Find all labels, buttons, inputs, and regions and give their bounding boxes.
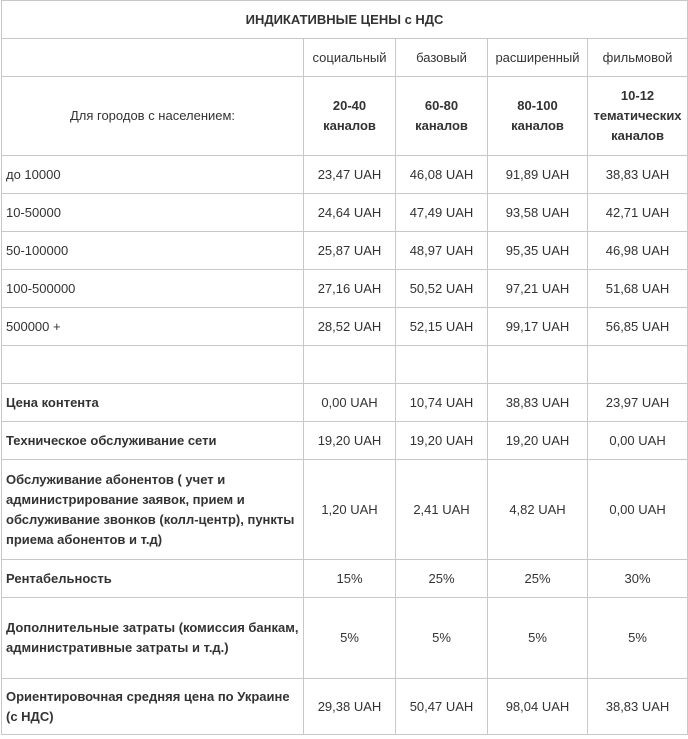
tariff-basic: базовый [396, 39, 488, 77]
empty-cell [588, 346, 688, 384]
table-row [2, 384, 688, 422]
value-cell: 30% [588, 560, 688, 598]
value-cell: 38,83 UAH [488, 384, 588, 422]
tariff-header-row [2, 39, 688, 77]
price-cell: 99,17 UAH [488, 308, 588, 346]
value-cell: 98,04 UAH [488, 679, 588, 735]
table-row [2, 194, 688, 232]
table-row [2, 232, 688, 270]
price-cell: 52,15 UAH [396, 308, 488, 346]
population-label: Для городов с населением: [2, 77, 304, 156]
value-cell: 5% [488, 598, 588, 679]
price-cell: 38,83 UAH [588, 156, 688, 194]
value-cell: 38,83 UAH [588, 679, 688, 735]
price-cell: 50,52 UAH [396, 270, 488, 308]
channels-row [2, 77, 688, 156]
value-cell: 10,74 UAH [396, 384, 488, 422]
value-cell: 0,00 UAH [588, 422, 688, 460]
row-label: Цена контента [2, 384, 304, 422]
value-cell: 2,41 UAH [396, 460, 488, 560]
value-cell: 5% [304, 598, 396, 679]
row-label: 500000 + [2, 308, 304, 346]
price-cell: 42,71 UAH [588, 194, 688, 232]
table-title: ИНДИКАТИВНЫЕ ЦЕНЫ с НДС [2, 1, 688, 39]
channels-basic: 60-80 каналов [396, 77, 488, 156]
row-label: Обслуживание абонентов ( учет и администрирование заявок, прием и обслуживание звонков (колл-центр), пункты приема абонентов и т.д) [2, 460, 304, 560]
price-cell: 46,08 UAH [396, 156, 488, 194]
price-cell: 46,98 UAH [588, 232, 688, 270]
price-cell: 51,68 UAH [588, 270, 688, 308]
value-cell: 0,00 UAH [588, 460, 688, 560]
price-cell: 24,64 UAH [304, 194, 396, 232]
table-row [2, 270, 688, 308]
row-label: Техническое обслуживание сети [2, 422, 304, 460]
value-cell: 19,20 UAH [488, 422, 588, 460]
value-cell: 5% [588, 598, 688, 679]
empty-cell [2, 346, 304, 384]
price-table [1, 0, 688, 735]
empty-cell [304, 346, 396, 384]
tariff-social: социальный [304, 39, 396, 77]
row-label: 10-50000 [2, 194, 304, 232]
value-cell: 50,47 UAH [396, 679, 488, 735]
empty-cell [396, 346, 488, 384]
value-cell: 19,20 UAH [304, 422, 396, 460]
channels-social: 20-40 каналов [304, 77, 396, 156]
table-row [2, 679, 688, 735]
price-cell: 25,87 UAH [304, 232, 396, 270]
table-row [2, 598, 688, 679]
price-cell: 48,97 UAH [396, 232, 488, 270]
table-row [2, 422, 688, 460]
tariff-film: фильмовой [588, 39, 688, 77]
row-label: Дополнительные затраты (комиссия банкам, административные затраты и т.д.) [2, 598, 304, 679]
price-cell: 97,21 UAH [488, 270, 588, 308]
spacer-row [2, 346, 688, 384]
price-cell: 56,85 UAH [588, 308, 688, 346]
price-cell: 23,47 UAH [304, 156, 396, 194]
table-row [2, 308, 688, 346]
row-label: 100-500000 [2, 270, 304, 308]
table-row [2, 460, 688, 560]
title-row [2, 1, 688, 39]
price-cell: 28,52 UAH [304, 308, 396, 346]
empty-cell [488, 346, 588, 384]
row-label: Ориентировочная средняя цена по Украине (с НДС) [2, 679, 304, 735]
value-cell: 29,38 UAH [304, 679, 396, 735]
row-label: Рентабельность [2, 560, 304, 598]
row-label: до 10000 [2, 156, 304, 194]
value-cell: 0,00 UAH [304, 384, 396, 422]
channels-film: 10-12 тематических каналов [588, 77, 688, 156]
value-cell: 15% [304, 560, 396, 598]
price-cell: 91,89 UAH [488, 156, 588, 194]
value-cell: 5% [396, 598, 488, 679]
price-cell: 95,35 UAH [488, 232, 588, 270]
price-cell: 27,16 UAH [304, 270, 396, 308]
table-row [2, 560, 688, 598]
table-row [2, 156, 688, 194]
empty-header-cell [2, 39, 304, 77]
value-cell: 25% [488, 560, 588, 598]
value-cell: 1,20 UAH [304, 460, 396, 560]
value-cell: 4,82 UAH [488, 460, 588, 560]
value-cell: 19,20 UAH [396, 422, 488, 460]
price-cell: 47,49 UAH [396, 194, 488, 232]
value-cell: 25% [396, 560, 488, 598]
value-cell: 23,97 UAH [588, 384, 688, 422]
channels-extended: 80-100 каналов [488, 77, 588, 156]
row-label: 50-100000 [2, 232, 304, 270]
price-cell: 93,58 UAH [488, 194, 588, 232]
tariff-extended: расширенный [488, 39, 588, 77]
